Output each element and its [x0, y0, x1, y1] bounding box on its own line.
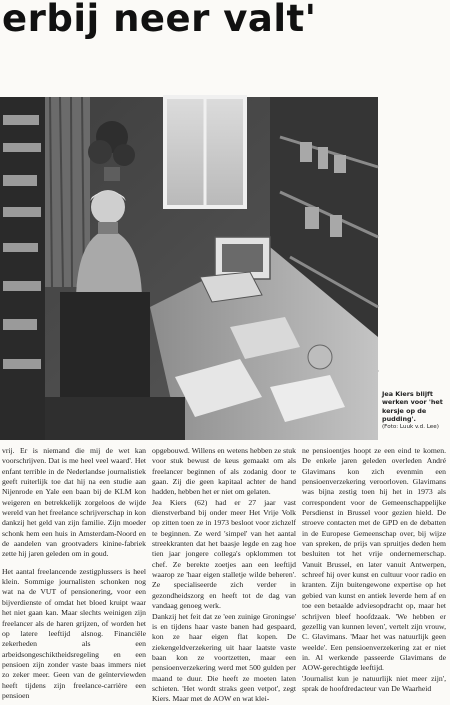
text-column-2 — [152, 446, 296, 704]
article-photo — [0, 97, 378, 440]
paragraph: opgebouwd. Willens en wetens hebben ze stuk voor stuk bewust de keus gemaakt om als freelancer beginnen of als zodanig door te gaan. Zij die geen kapitaal achter de hand hadden, hebben het er niet om gelaten. — [152, 446, 296, 497]
caption-text: Jea Kiers blijft werken voor 'het kersje op de pudding'. — [382, 390, 443, 423]
paragraph: 'Journalist kun je natuurlijk niet meer zijn', sprak de hoofdredacteur van De Waarheid — [302, 673, 446, 693]
paragraph: vrij. Er is niemand die mij de wet kan voorschrijven. Dat is me heel veel waard'. Het enfant terrible in de Nederlandse journalistiek geeft ruiterlijk toe dat hij na een studie aan Nijenrode en Yale een baan bij de KLM kon weigeren en betrekkelijk zorgeloos de wijde wereld van het freelance schrijverschap in kon dankzij het geld van zijn familie. Zijn moeder schonk hem een huis in Amsterdam-Noord en de aandelen van grootvaders kinine-fabriek zette hij jaren geleden om in goud. — [2, 446, 146, 559]
photo-credit: (Foto: Luuk v.d. Lee) — [382, 424, 439, 431]
photo-illustration — [0, 97, 378, 440]
photo-caption — [382, 390, 448, 432]
paragraph: Het aantal freelancende zestigplussers is heel klein. Sommige journalisten schonken nog wat na de VUT of pensionering, voor een bijverdienste of omdat het bloed kruipt waar het niet gaan kan. Maar slechts weinigen zijn freelancer als de haren grijzen, of worden het op latere leeftijd alsnog. Financiële zekerheden als een arbeidsongeschiktheidsregeling en een pensioen zijn zonder vaste baas immers niet zo zeker meer. Geen van de geïnterviewden heeft tijdens zijn freelance-carrière een pensioen — [2, 566, 146, 700]
article-headline: erbij neer valt' — [2, 0, 317, 40]
paragraph: ne pensioentjes hoopt ze een eind te komen. De enkele jaren geleden overleden André Glavimans kon zich evenmin een pensioenverzekering veroorloven. Glavimans was bijna zestig toen hij het in 1973 als correspondent voor de Gemeenschappelijke Persdienst in Brussel voor gezien hield. De stroeve contacten met de GPD en de debatten in de Europese Gemeenschap over, bij wijze van spreken, de prijs van spruitjes deden hem besluiten tot het vrije ondernemerschap. Vanuit Brussel, en later vanuit Antwerpen, schreef hij over kunst en cultuur voor radio en kranten. Zijn buitengewone expertise op het gebied van kunst en antiek leverde hem af en toe een betaalde adviesopdracht op, maar het schrijven bleef hoofdzaak. 'We hebben er gezellig van kunnen leven', vertelt zijn vrouw, C. Glavimans. 'Maar het was natuurlijk geen weelde'. Een pensioenverzekering zat er niet in. Al werkende passeerde Glavimans de AOW-gerechtigde leeftijd. — [302, 446, 446, 673]
text-column-3 — [302, 446, 446, 693]
text-column-1 — [2, 446, 146, 700]
paragraph: Jea Kiers (62) had er 27 jaar vast dienstverband bij onder meer Het Vrije Volk op zitten toen ze in 1973 besloot voor zichzelf te beginnen. Ze werd 'simpel' van het aantal streekkranten dat het baasje legde en zag hoe tien jaar jongere collega's opklommen tot chef. Ze berekte zoetjes aan een leeftijd waarop ze 'haar eigen stalletje wilde beheren'. Ze specialiseerde zich verder in gezondheidszorg en heeft tot de dag van vandaag genoeg werk. — [152, 497, 296, 611]
paragraph: Dankzij het feit dat ze 'een zuinige Groningse' is en tijdens haar vaste banen had gespaard, kon ze haar eigen flat kopen. De ziekengeldverzekering uit haar laatste vaste baan kon ze voortzetten, maar een pensioenverzekering werd met 500 gulden per maand te duur. Die heeft ze moeten laten schieten. 'Het wordt straks geen vetpot', zegt Kiers. Maar met de AOW en wat klei- — [152, 611, 296, 704]
article-body — [2, 446, 448, 704]
